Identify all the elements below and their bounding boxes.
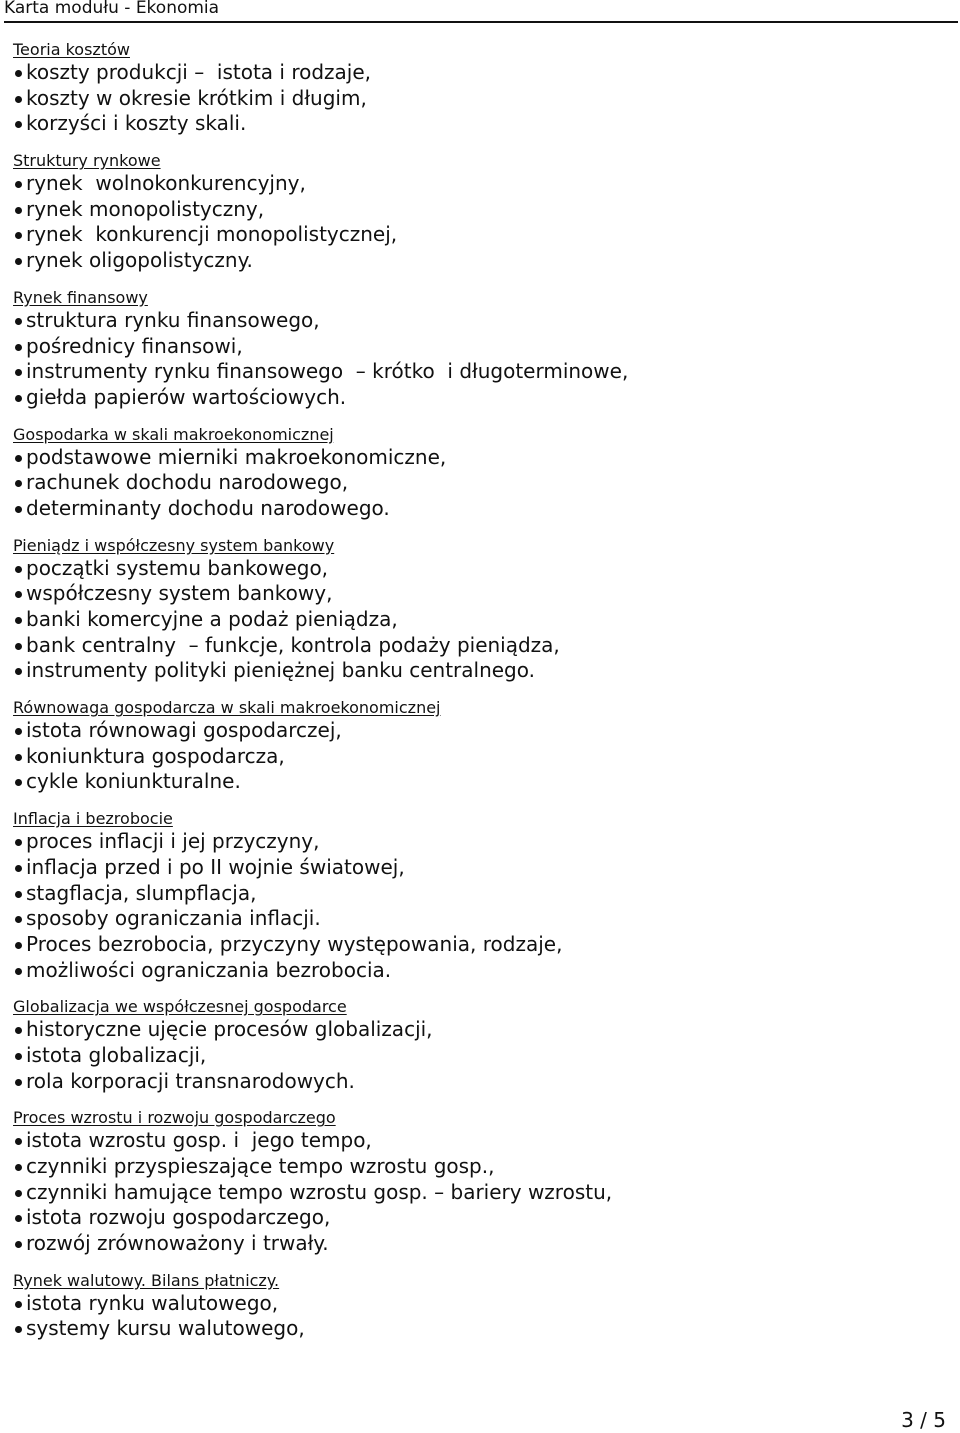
section-title: Globalizacja we współczesnej gospodarce (13, 997, 347, 1017)
list-item: giełda papierów wartościowych. (13, 385, 953, 411)
bullet-list (13, 308, 953, 411)
section-inflacja-bezrobocie (13, 809, 953, 983)
document-title: Karta modułu - Ekonomia (4, 0, 220, 18)
section-wzrost-rozwoj (13, 1108, 953, 1256)
document-header (4, 0, 958, 23)
list-item: istota równowagi gospodarczej, (13, 718, 953, 744)
list-item: istota wzrostu gosp. i jego tempo, (13, 1128, 953, 1154)
bullet-list (13, 445, 953, 522)
list-item: proces inflacji i jej przyczyny, (13, 829, 953, 855)
section-rynek-walutowy (13, 1271, 953, 1342)
bullet-list (13, 718, 953, 795)
list-item: czynniki przyspieszające tempo wzrostu gosp., (13, 1154, 953, 1180)
list-item: rynek wolnokonkurencyjny, (13, 171, 953, 197)
list-item: rynek oligopolistyczny. (13, 248, 953, 274)
bullet-list (13, 60, 953, 137)
bullet-list (13, 1291, 953, 1342)
list-item: systemy kursu walutowego, (13, 1316, 953, 1342)
list-item: determinanty dochodu narodowego. (13, 496, 953, 522)
section-rownowaga-gospodarcza (13, 698, 953, 795)
section-pieniadz-system-bankowy (13, 536, 953, 684)
bullet-list (13, 1017, 953, 1094)
list-item: istota globalizacji, (13, 1043, 953, 1069)
list-item: czynniki hamujące tempo wzrostu gosp. – bariery wzrostu, (13, 1180, 953, 1206)
section-gospodarka-makro (13, 425, 953, 522)
list-item: struktura rynku finansowego, (13, 308, 953, 334)
section-title: Rynek walutowy. Bilans płatniczy. (13, 1270, 280, 1290)
list-item: początki systemu bankowego, (13, 556, 953, 582)
list-item: rynek konkurencji monopolistycznej, (13, 222, 953, 248)
list-item: historyczne ujęcie procesów globalizacji, (13, 1017, 953, 1043)
list-item: bank centralny – funkcje, kontrola podaży pieniądza, (13, 633, 953, 659)
document-body (13, 40, 953, 1356)
list-item: rachunek dochodu narodowego, (13, 470, 953, 496)
list-item: banki komercyjne a podaż pieniądza, (13, 607, 953, 633)
section-title: Gospodarka w skali makroekonomicznej (13, 424, 334, 444)
list-item: korzyści i koszty skali. (13, 111, 953, 137)
list-item: Proces bezrobocia, przyczyny występowania, rodzaje, (13, 932, 953, 958)
section-title: Teoria kosztów (13, 40, 130, 59)
list-item: sposoby ograniczania inflacji. (13, 906, 953, 932)
page-number: 3 / 5 (901, 1408, 946, 1432)
list-item: istota rozwoju gospodarczego, (13, 1205, 953, 1231)
list-item: rozwój zrównoważony i trwały. (13, 1231, 953, 1257)
section-title: Proces wzrostu i rozwoju gospodarczego (13, 1108, 336, 1128)
list-item: stagflacja, slumpflacja, (13, 881, 953, 907)
section-title: Pieniądz i współczesny system bankowy (13, 535, 335, 555)
list-item: współczesny system bankowy, (13, 581, 953, 607)
list-item: możliwości ograniczania bezrobocia. (13, 958, 953, 984)
section-globalizacja (13, 997, 953, 1094)
bullet-list (13, 829, 953, 983)
list-item: instrumenty rynku finansowego – krótko i długoterminowe, (13, 359, 953, 385)
list-item: koniunktura gospodarcza, (13, 744, 953, 770)
list-item: rola korporacji transnarodowych. (13, 1069, 953, 1095)
bullet-list (13, 1128, 953, 1256)
section-struktury-rynkowe (13, 151, 953, 274)
list-item: rynek monopolistyczny, (13, 197, 953, 223)
bullet-list (13, 556, 953, 684)
section-title: Rynek finansowy (13, 287, 148, 307)
section-rynek-finansowy (13, 288, 953, 411)
section-title: Inflacja i bezrobocie (13, 809, 173, 829)
list-item: istota rynku walutowego, (13, 1291, 953, 1317)
list-item: inflacja przed i po II wojnie światowej, (13, 855, 953, 881)
list-item: cykle koniunkturalne. (13, 769, 953, 795)
list-item: podstawowe mierniki makroekonomiczne, (13, 445, 953, 471)
list-item: koszty w okresie krótkim i długim, (13, 86, 953, 112)
section-title: Struktury rynkowe (13, 151, 161, 171)
section-teoria-kosztow (13, 40, 953, 137)
section-title: Równowaga gospodarcza w skali makroekonomicznej (13, 698, 441, 718)
list-item: instrumenty polityki pieniężnej banku centralnego. (13, 658, 953, 684)
list-item: pośrednicy finansowi, (13, 334, 953, 360)
list-item: koszty produkcji – istota i rodzaje, (13, 60, 953, 86)
bullet-list (13, 171, 953, 274)
